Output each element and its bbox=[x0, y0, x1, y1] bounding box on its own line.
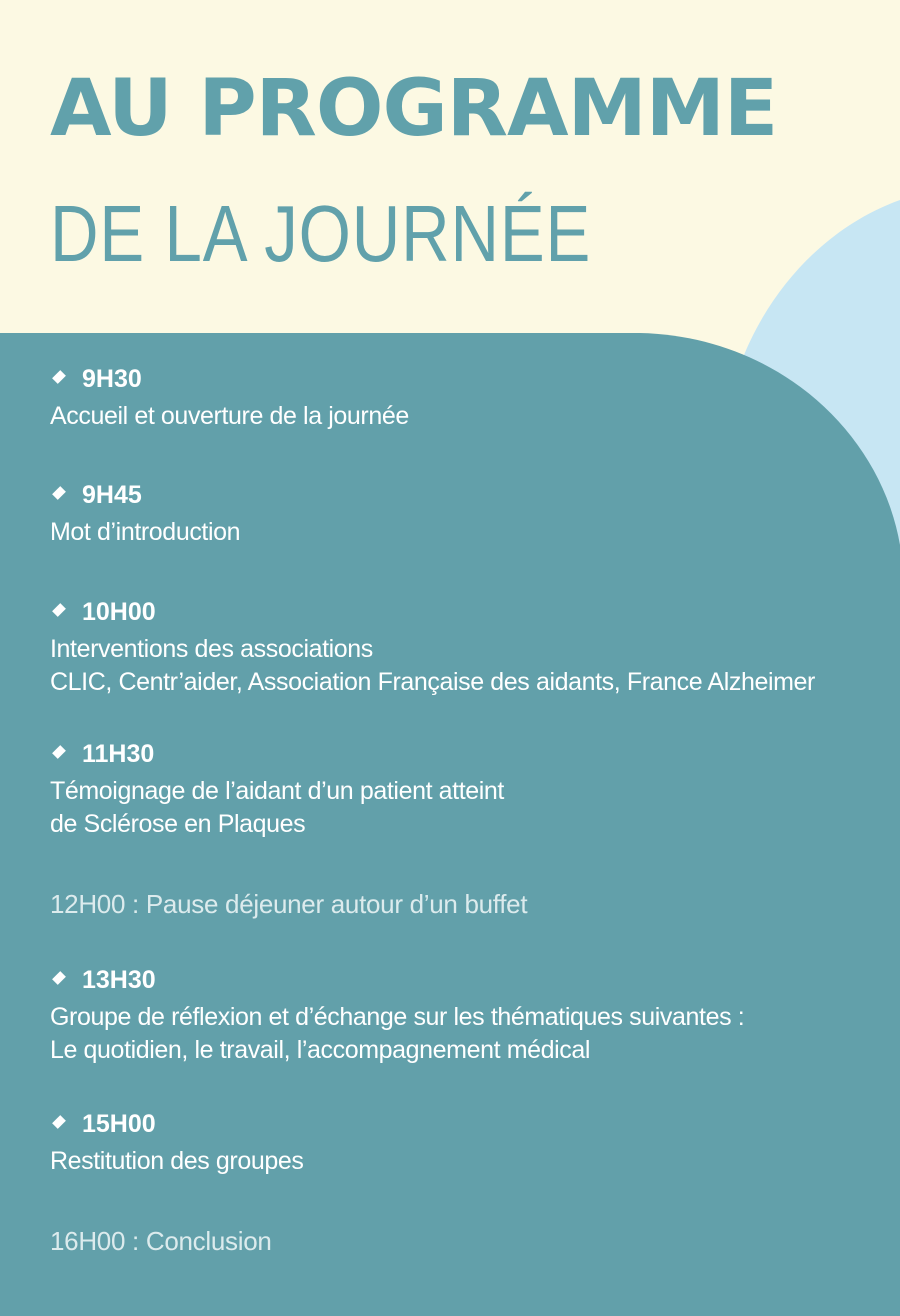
diamond-bullet-icon bbox=[52, 971, 66, 985]
schedule-description bbox=[50, 633, 815, 699]
schedule-description bbox=[50, 400, 409, 433]
schedule-time bbox=[50, 1109, 303, 1139]
title-main: AU PROGRAMME bbox=[50, 64, 778, 154]
schedule-item bbox=[50, 965, 744, 1067]
time-label: 15H00 bbox=[82, 1110, 156, 1138]
time-label: 9H30 bbox=[82, 365, 142, 393]
schedule-note: 16H00 : Conclusion bbox=[50, 1226, 272, 1256]
schedule-time bbox=[50, 364, 409, 394]
schedule-description bbox=[50, 1145, 303, 1178]
description-line: Accueil et ouverture de la journée bbox=[50, 402, 409, 430]
description-line: CLIC, Centr’aider, Association Française des aidants, France Alzheimer bbox=[50, 668, 815, 696]
schedule-item bbox=[50, 597, 815, 699]
description-line: Mot d’introduction bbox=[50, 518, 241, 546]
description-line: Groupe de réflexion et d’échange sur les thématiques suivantes : bbox=[50, 1003, 745, 1031]
schedule-description bbox=[50, 775, 504, 841]
description-line: Interventions des associations bbox=[50, 635, 373, 663]
schedule-item bbox=[50, 364, 409, 433]
diamond-bullet-icon bbox=[52, 603, 66, 617]
schedule-description bbox=[50, 516, 240, 549]
schedule-time bbox=[50, 965, 744, 995]
diamond-bullet-icon bbox=[52, 1115, 66, 1129]
diamond-bullet-icon bbox=[52, 370, 66, 384]
description-line: Le quotidien, le travail, l’accompagnement médical bbox=[50, 1036, 591, 1064]
schedule-item bbox=[50, 739, 504, 841]
schedule-time bbox=[50, 480, 240, 510]
schedule-item bbox=[50, 1109, 303, 1178]
description-line: Témoignage de l’aidant d’un patient atteint bbox=[50, 777, 504, 805]
diamond-bullet-icon bbox=[52, 486, 66, 500]
time-label: 13H30 bbox=[82, 966, 156, 994]
time-label: 9H45 bbox=[82, 481, 142, 509]
description-line: Restitution des groupes bbox=[50, 1147, 304, 1175]
schedule-note: 12H00 : Pause déjeuner autour d’un buffet bbox=[50, 889, 528, 919]
description-line: de Sclérose en Plaques bbox=[50, 810, 306, 838]
schedule-time bbox=[50, 739, 504, 769]
diamond-bullet-icon bbox=[52, 745, 66, 759]
time-label: 11H30 bbox=[82, 740, 155, 768]
time-label: 10H00 bbox=[82, 598, 156, 626]
title-sub: DE LA JOURNÉE bbox=[50, 189, 592, 278]
schedule-time bbox=[50, 597, 815, 627]
schedule-item bbox=[50, 480, 240, 549]
schedule-description bbox=[50, 1001, 744, 1067]
